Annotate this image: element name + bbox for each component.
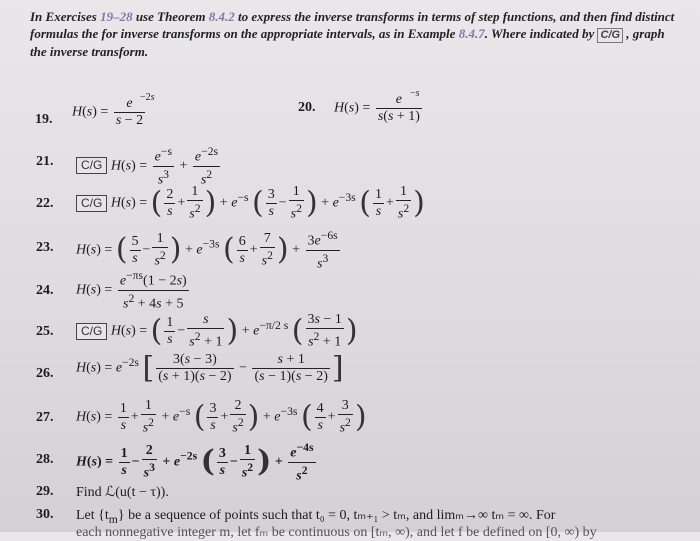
exercise-30-text-part: } be a sequence of points such that t₀ = 0, tₘ₊₁ > tₘ, and limₘ→∞ tₘ = ∞. For [117,508,556,523]
intro-text: , graph the inverse transform. [30,26,665,59]
exercise-number: 26. [36,366,54,381]
intro-text: use Theorem [132,9,209,24]
exercise-30-text-part: Let {t [76,508,109,523]
cg-badge: C/G [76,195,107,212]
exercise-number: 22. [36,196,54,211]
exercise-number: 19. [35,112,53,127]
exercise-21-formula: C/G H(s) = $\frac{e^{-s}}{s^3}$ + $\frac{e^{-2s}}{s^2}$ [76,144,222,188]
exercise-24-formula: H(s) = $\frac{e^{-\pi s}(1 - 2s)}{s^2 + 4s + 5}$ [76,269,187,312]
exercise-28-formula: H(s) = $\frac{1}{s}$ − $\frac{2}{s^3}$ + $e^{-2s}$ ( $\frac{3}{s}$ − $\frac{1}{s^2}$ ) + $\frac{e^{-4s}}{s^2}$ [76,441,314,484]
exercise-19-formula: H(s) = $\frac{e}{s - 2}$ [72,96,144,128]
example-link[interactable]: 8.4.7 [458,26,485,41]
intro-text: In Exercises [30,9,101,24]
exercise-30-text-continued: each nonnegative integer m, let fₘ be continuous on [tₘ, ∞), and let f be defined on [0, ∞) by [76,525,597,540]
exercise-number: 30. [36,507,54,522]
exercise-20-formula: H(s) = $\frac{e}{s(s + 1)}$ [334,92,420,124]
exercise-26-formula: $H(s) = e^{-2s}$ [ $\frac{3(s - 3)}{(s + 1)(s - 2)}$ − $\frac{s + 1}{(s - 1)(s - 2)}$ ] [76,350,344,386]
cg-badge: C/G [597,28,623,43]
theorem-link[interactable]: 8.4.2 [208,9,235,24]
exercise-27-formula: H(s) = $\frac{1}{s}$ + $\frac{1}{s^2}$ + $e^{-s}$ ( $\frac{3}{s}$ + $\frac{2}{s^2}$ ) + $e^{-3s}$ ( $\frac{4}{s}$ + $\frac{3}{s^2}$ ) [76,398,367,436]
exercise-29-text: Find ℒ(u(t − τ)). [76,485,169,500]
exercise-range-link[interactable]: 19–28 [100,9,133,24]
exercise-number: 28. [36,452,54,467]
exercise-number: 20. [298,100,316,115]
exponent: −2s [140,92,155,103]
intro-text: . Where indicated by [484,26,598,41]
exercise-23-formula: H(s) = ( $\frac{5}{s}$ − $\frac{1}{s^2}$ ) + $e^{-3s}$ ( $\frac{6}{s}$ + $\frac{7}{s^2}$ ) + $\frac{3e^{-6s}}{s^3}$ [76,229,338,272]
cg-badge: C/G [76,157,107,174]
exercise-number: 21. [36,154,54,169]
exercise-number: 25. [36,324,54,339]
exercise-number: 29. [36,484,54,499]
exponent: −s [410,88,420,99]
cg-badge: C/G [76,323,107,340]
exercise-number: 27. [36,410,54,425]
exercise-30-text: Let $\{t_m\}$ be a sequence of points such that t₀ = 0, tₘ₊₁ > tₘ, and limₘ→∞ tₘ = ∞. For [76,508,556,526]
exercise-number: 24. [36,283,54,298]
instructions-paragraph [30,8,680,60]
exercise-25-formula: C/G H(s) = ( $\frac{1}{s}$ − $\frac{s}{s^2 + 1}$ ) + $e^{-\pi/2 s}$ ( $\frac{3s - 1}{s^2 + 1}$ ) [76,312,358,351]
intro-text: to express the inverse transforms in terms of step functions, and then find distinct formulas the for inverse transforms on the appropriate intervals, as in Example [30,9,675,41]
exercise-22-formula: C/G H(s) = ( $\frac{2}{s}$ + $\frac{1}{s^2}$ ) + $e^{-s}$ ( $\frac{3}{s}$ − $\frac{1}{s^2}$ ) + $e^{-3s}$ ( $\frac{1}{s}$ + $\frac{1}{s^2}$ ) [76,184,425,223]
exercise-number: 23. [36,240,54,255]
